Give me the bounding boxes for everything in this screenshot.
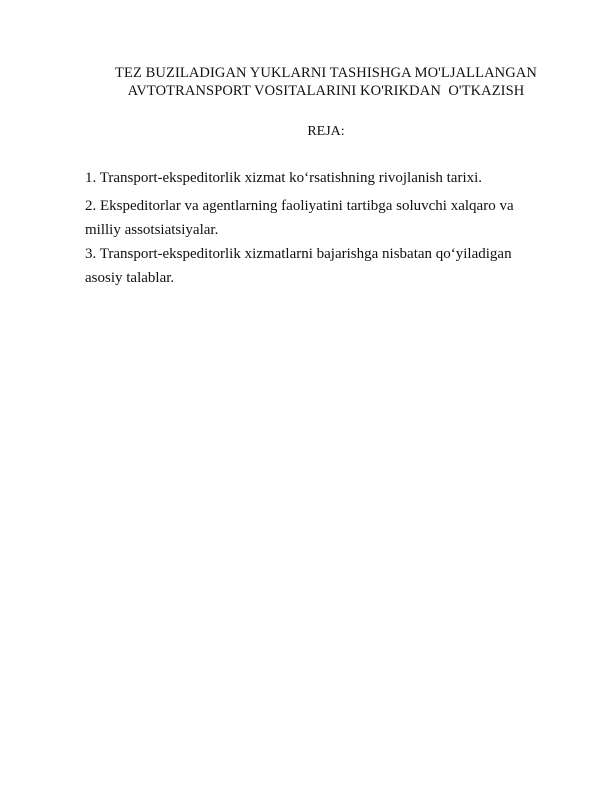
- plan-item-1-line-1: 1. Transport-ekspeditorlik xizmat ko‘rsatishning rivojlanish tarixi.: [85, 170, 483, 186]
- title-line-2: AVTOTRANSPORT VOSITALARINI KO'RIKDAN O'TKAZISH: [127, 83, 525, 99]
- plan-item-2-line-1: 2. Ekspeditorlar va agentlarning faoliyatini tartibga soluvchi xalqaro va: [85, 198, 514, 214]
- title-line-1: TEZ BUZILADIGAN YUKLARNI TASHISHGA MO'LJALLANGAN: [115, 65, 537, 81]
- plan-item-3-line-1: 3. Transport-ekspeditorlik xizmatlarni bajarishga nisbatan qo‘yiladigan: [85, 246, 512, 262]
- plan-item-3-line-2: asosiy talablar.: [85, 270, 175, 286]
- plan-list: [85, 166, 555, 290]
- plan-item-3: [85, 242, 555, 290]
- section-heading: REJA:: [307, 124, 345, 139]
- plan-item-2-line-2: milliy assotsiatsiyalar.: [85, 222, 219, 238]
- document-title: [90, 64, 562, 100]
- plan-item-1: [85, 166, 555, 190]
- plan-item-2: [85, 194, 555, 242]
